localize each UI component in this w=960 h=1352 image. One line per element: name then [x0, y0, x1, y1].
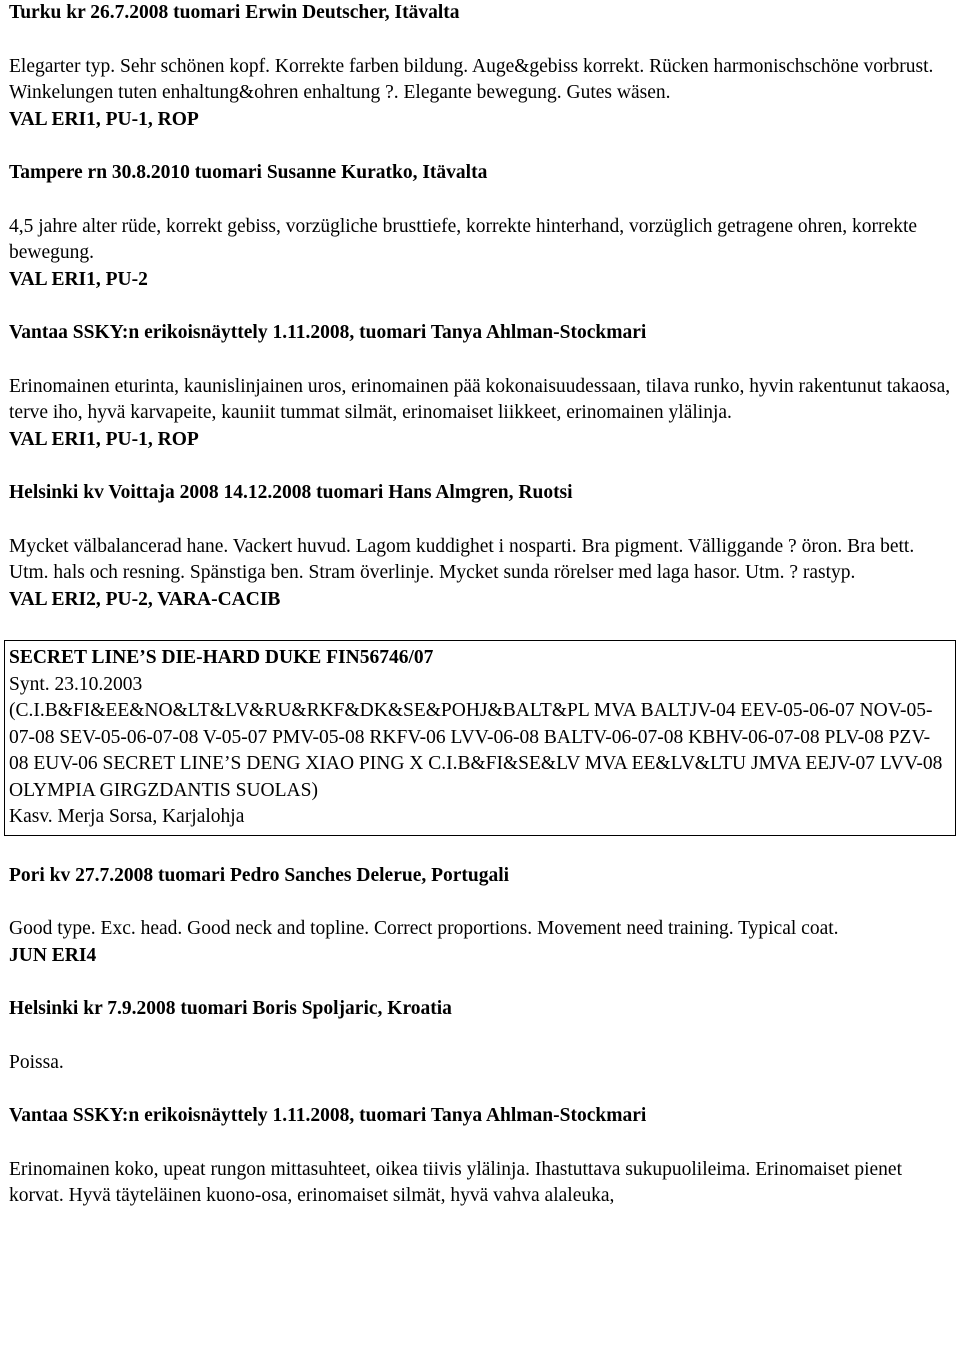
show-entry: [9, 480, 951, 613]
show-result: VAL ERI2, PU-2, VARA-CACIB: [9, 588, 281, 610]
spacer: [9, 453, 951, 480]
critique-text: Poissa.: [9, 1051, 64, 1073]
dog-info-box: [4, 640, 956, 836]
spacer: [9, 1130, 951, 1157]
spacer: [9, 507, 951, 534]
show-heading: Vantaa SSKY:n erikoisnäyttely 1.11.2008, tuomari Tanya Ahlman-Stockmari: [9, 1105, 647, 1126]
critique-text: Good type. Exc. head. Good neck and topline. Correct proportions. Movement need training. Typical coat.: [9, 918, 839, 939]
birth-date: Synt. 23.10.2003: [9, 673, 143, 695]
show-entry: [9, 0, 951, 133]
show-entry: [9, 1103, 951, 1210]
show-heading: Pori kv 27.7.2008 tuomari Pedro Sanches Delerue, Portugali: [9, 864, 510, 886]
spacer: [9, 293, 951, 320]
spacer: [9, 969, 951, 996]
critique-text: Elegarter typ. Sehr schönen kopf. Korrekte farben bildung. Auge&gebiss korrekt. Rücken harmonischschöne vorbrust. Winkelungen tuten enhaltung&ohren enhaltung ?. Elegante bewegung. Gutes wäsen.: [9, 55, 934, 103]
spacer: [9, 347, 951, 374]
show-heading: Vantaa SSKY:n erikoisnäyttely 1.11.2008, tuomari Tanya Ahlman-Stockmari: [9, 322, 647, 343]
show-entry: [9, 996, 951, 1076]
spacer: [9, 613, 951, 640]
breeder: Kasv. Merja Sorsa, Karjalohja: [9, 806, 245, 827]
show-heading: Helsinki kv Voittaja 2008 14.12.2008 tuomari Hans Almgren, Ruotsi: [9, 482, 573, 503]
spacer: [9, 27, 951, 54]
spacer: [9, 1023, 951, 1050]
show-entry: [9, 320, 951, 453]
show-heading: Turku kr 26.7.2008 tuomari Erwin Deutscher, Itävalta: [9, 2, 460, 23]
show-entry: [9, 160, 951, 293]
show-heading: Helsinki kr 7.9.2008 tuomari Boris Spoljaric, Kroatia: [9, 998, 452, 1019]
critique-text: Erinomainen eturinta, kaunislinjainen uros, erinomainen pää kokonaisuudessaan, tilava runko, hyvin rakentunut takaosa, terve iho, hyvä karvapeite, kauniit tummat silmät, erinomaiset liikkeet, erinomainen ylälinja.: [9, 375, 951, 423]
show-result: JUN ERI4: [9, 944, 97, 966]
show-result: VAL ERI1, PU-1, ROP: [9, 108, 199, 130]
critique-text: 4,5 jahre alter rüde, korrekt gebiss, vorzügliche brusttiefe, korrekte hinterhand, vorzüglich getragene ohren, korrekte bewegung.: [9, 215, 918, 263]
show-result: VAL ERI1, PU-1, ROP: [9, 428, 199, 450]
critique-text: Erinomainen koko, upeat rungon mittasuhteet, oikea tiivis ylälinja. Ihastuttava sukupuolileima. Erinomaiset pienet korvat. Hyvä täyteläinen kuono-osa, erinomaiset silmät, hyvä vahva alaleuka,: [9, 1158, 903, 1206]
pedigree-text: (C.I.B&FI&EE&NO&LT&LV&RU&RKF&DK&SE&POHJ&BALT&PL MVA BALTJV-04 EEV-05-06-07 NOV-05-07-08 SEV-05-06-07-08 V-05-07 PMV-05-08 RKFV-06 LVV-06-08 BALTV-06-07-08 KBHV-06-07-08 PLV-08 PZV-08 EUV-06 SECRET LINE’S DENG XIAO PING X C.I.B&FI&SE&LV MVA EE&LV&LTU JMVA EEJV-07 LVV-08 OLYMPIA GIRGZDANTIS SUOLAS): [9, 700, 943, 801]
spacer: [9, 889, 951, 916]
show-result: VAL ERI1, PU-2: [9, 268, 148, 290]
show-entry: [9, 863, 951, 970]
show-heading: Tampere rn 30.8.2010 tuomari Susanne Kuratko, Itävalta: [9, 162, 488, 183]
dog-name: SECRET LINE’S DIE-HARD DUKE FIN56746/07: [9, 647, 434, 668]
spacer: [9, 187, 951, 214]
spacer: [9, 133, 951, 160]
critique-text: Mycket välbalancerad hane. Vackert huvud. Lagom kuddighet i nosparti. Bra pigment. Välliggande ? öron. Bra bett. Utm. hals och resning. Spänstiga ben. Stram överlinje. Mycket sunda rörelser med laga hasor. Utm. ? rastyp.: [9, 535, 915, 583]
spacer: [9, 836, 951, 863]
spacer: [9, 1076, 951, 1103]
